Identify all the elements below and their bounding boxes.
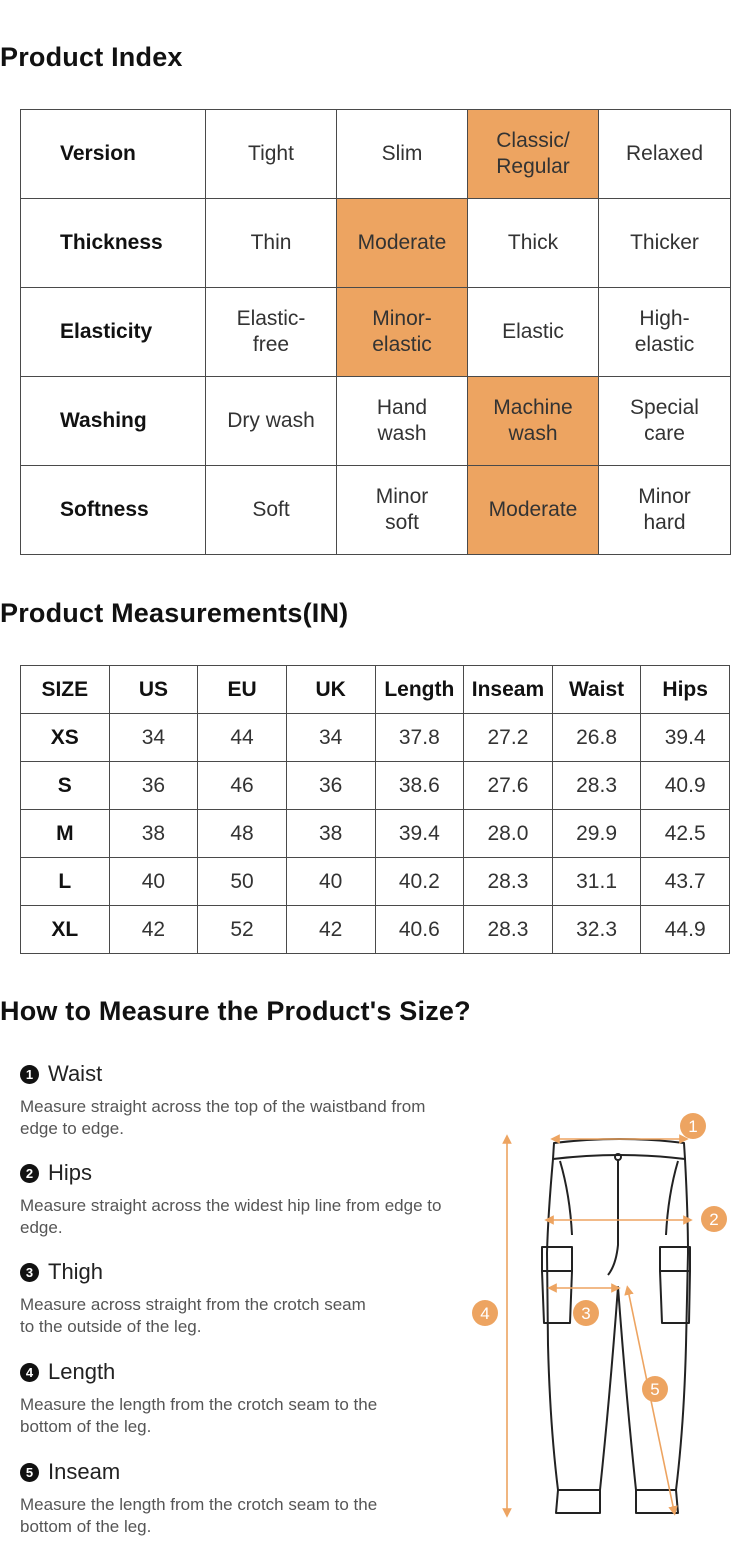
table-cell: 37.8 bbox=[375, 714, 464, 762]
guide-item-waist bbox=[20, 1060, 460, 1140]
table-cell: 34 bbox=[109, 714, 198, 762]
index-row-label: Washing bbox=[21, 377, 206, 466]
table-cell: 38 bbox=[286, 810, 375, 858]
marker-5 bbox=[642, 1376, 668, 1402]
index-option-selected: Moderate bbox=[337, 199, 468, 288]
column-header: EU bbox=[198, 666, 287, 714]
table-cell: 43.7 bbox=[641, 858, 730, 906]
table-row bbox=[21, 858, 730, 906]
index-option-selected: Minor- elastic bbox=[337, 288, 468, 377]
product-index-title: Product Index bbox=[0, 42, 183, 72]
column-header: SIZE bbox=[21, 666, 110, 714]
table-cell: 38 bbox=[109, 810, 198, 858]
cargo-pants-icon bbox=[460, 1095, 750, 1555]
column-header: US bbox=[109, 666, 198, 714]
guide-item-name: Thigh bbox=[48, 1259, 104, 1284]
guide-item-hips bbox=[20, 1159, 460, 1239]
guide-item-title bbox=[20, 1060, 460, 1088]
index-option-selected: Classic/ Regular bbox=[468, 110, 599, 199]
guide-item-description: Measure straight across the top of the waistband from edge to edge. bbox=[20, 1097, 426, 1138]
index-option: Thin bbox=[206, 199, 337, 288]
product-index-table bbox=[20, 109, 731, 555]
index-option: Elastic bbox=[468, 288, 599, 377]
svg-text:4: 4 bbox=[480, 1304, 490, 1323]
measurements-table bbox=[20, 665, 730, 954]
index-row-label: Elasticity bbox=[21, 288, 206, 377]
table-cell: 48 bbox=[198, 810, 287, 858]
table-cell: 40.6 bbox=[375, 906, 464, 954]
guide-item-title bbox=[20, 1358, 460, 1386]
table-row bbox=[21, 810, 730, 858]
index-row-label: Softness bbox=[21, 466, 206, 555]
table-cell: 27.2 bbox=[464, 714, 553, 762]
index-option: Thick bbox=[468, 199, 599, 288]
column-header: Length bbox=[375, 666, 464, 714]
table-cell: 28.0 bbox=[464, 810, 553, 858]
index-option: Slim bbox=[337, 110, 468, 199]
table-cell: 44 bbox=[198, 714, 287, 762]
index-option: Minor hard bbox=[599, 466, 731, 555]
column-header: Hips bbox=[641, 666, 730, 714]
guide-item-length bbox=[20, 1358, 460, 1438]
index-option: Tight bbox=[206, 110, 337, 199]
table-row bbox=[21, 906, 730, 954]
index-row-label: Thickness bbox=[21, 199, 206, 288]
index-option: High- elastic bbox=[599, 288, 731, 377]
table-cell: 46 bbox=[198, 762, 287, 810]
svg-text:1: 1 bbox=[688, 1117, 698, 1136]
column-header: Waist bbox=[552, 666, 641, 714]
guide-item-description: Measure straight across the widest hip line from edge to edge. bbox=[20, 1196, 442, 1237]
how-to-measure-title: How to Measure the Product's Size? bbox=[0, 996, 471, 1026]
size-cell: XL bbox=[21, 906, 110, 954]
svg-text:3: 3 bbox=[581, 1304, 591, 1323]
number-badge-icon: 1 bbox=[20, 1065, 39, 1084]
size-cell: M bbox=[21, 810, 110, 858]
index-option: Hand wash bbox=[337, 377, 468, 466]
guide-item-inseam bbox=[20, 1458, 460, 1538]
index-option: Thicker bbox=[599, 199, 731, 288]
marker-4 bbox=[472, 1300, 498, 1326]
column-header: Inseam bbox=[464, 666, 553, 714]
table-cell: 40.2 bbox=[375, 858, 464, 906]
marker-3 bbox=[573, 1300, 599, 1326]
table-cell: 39.4 bbox=[375, 810, 464, 858]
number-badge-icon: 4 bbox=[20, 1363, 39, 1382]
number-badge-icon: 3 bbox=[20, 1263, 39, 1282]
guide-item-title bbox=[20, 1159, 460, 1187]
index-row-elasticity bbox=[21, 288, 731, 377]
table-cell: 50 bbox=[198, 858, 287, 906]
guide-item-name: Length bbox=[48, 1359, 116, 1384]
table-row bbox=[21, 714, 730, 762]
table-cell: 52 bbox=[198, 906, 287, 954]
table-cell: 40 bbox=[286, 858, 375, 906]
index-option: Relaxed bbox=[599, 110, 731, 199]
guide-item-thigh bbox=[20, 1258, 460, 1338]
index-row-version bbox=[21, 110, 731, 199]
index-row-label: Version bbox=[21, 110, 206, 199]
table-cell: 26.8 bbox=[552, 714, 641, 762]
table-cell: 40.9 bbox=[641, 762, 730, 810]
index-option: Minor soft bbox=[337, 466, 468, 555]
index-option-selected: Moderate bbox=[468, 466, 599, 555]
size-cell: S bbox=[21, 762, 110, 810]
number-badge-icon: 5 bbox=[20, 1463, 39, 1482]
table-cell: 31.1 bbox=[552, 858, 641, 906]
table-cell: 27.6 bbox=[464, 762, 553, 810]
table-cell: 44.9 bbox=[641, 906, 730, 954]
marker-1 bbox=[680, 1113, 706, 1139]
index-option: Soft bbox=[206, 466, 337, 555]
table-cell: 28.3 bbox=[464, 906, 553, 954]
index-option-selected: Machine wash bbox=[468, 377, 599, 466]
svg-text:2: 2 bbox=[709, 1210, 719, 1229]
guide-item-name: Hips bbox=[48, 1160, 93, 1185]
table-cell: 28.3 bbox=[552, 762, 641, 810]
table-cell: 40 bbox=[109, 858, 198, 906]
table-cell: 38.6 bbox=[375, 762, 464, 810]
table-cell: 36 bbox=[109, 762, 198, 810]
measurements-title: Product Measurements(IN) bbox=[0, 598, 349, 628]
table-cell: 29.9 bbox=[552, 810, 641, 858]
number-badge-icon: 2 bbox=[20, 1164, 39, 1183]
size-cell: XS bbox=[21, 714, 110, 762]
marker-2 bbox=[701, 1206, 727, 1232]
guide-item-description: Measure the length from the crotch seam to the bottom of the leg. bbox=[20, 1495, 378, 1536]
guide-item-title bbox=[20, 1458, 460, 1486]
table-header-row bbox=[21, 666, 730, 714]
index-row-thickness bbox=[21, 199, 731, 288]
index-option: Elastic- free bbox=[206, 288, 337, 377]
table-cell: 28.3 bbox=[464, 858, 553, 906]
column-header: UK bbox=[286, 666, 375, 714]
size-cell: L bbox=[21, 858, 110, 906]
guide-item-name: Waist bbox=[48, 1061, 103, 1086]
guide-item-title bbox=[20, 1258, 460, 1286]
index-row-softness bbox=[21, 466, 731, 555]
svg-text:5: 5 bbox=[650, 1380, 660, 1399]
guide-item-description: Measure the length from the crotch seam to the bottom of the leg. bbox=[20, 1395, 378, 1436]
index-option: Dry wash bbox=[206, 377, 337, 466]
index-row-washing bbox=[21, 377, 731, 466]
table-cell: 39.4 bbox=[641, 714, 730, 762]
index-option: Special care bbox=[599, 377, 731, 466]
table-row bbox=[21, 762, 730, 810]
table-cell: 42 bbox=[286, 906, 375, 954]
table-cell: 42 bbox=[109, 906, 198, 954]
table-cell: 34 bbox=[286, 714, 375, 762]
table-cell: 32.3 bbox=[552, 906, 641, 954]
guide-item-description: Measure across straight from the crotch seam to the outside of the leg. bbox=[20, 1295, 366, 1336]
table-cell: 42.5 bbox=[641, 810, 730, 858]
guide-item-name: Inseam bbox=[48, 1459, 121, 1484]
table-cell: 36 bbox=[286, 762, 375, 810]
